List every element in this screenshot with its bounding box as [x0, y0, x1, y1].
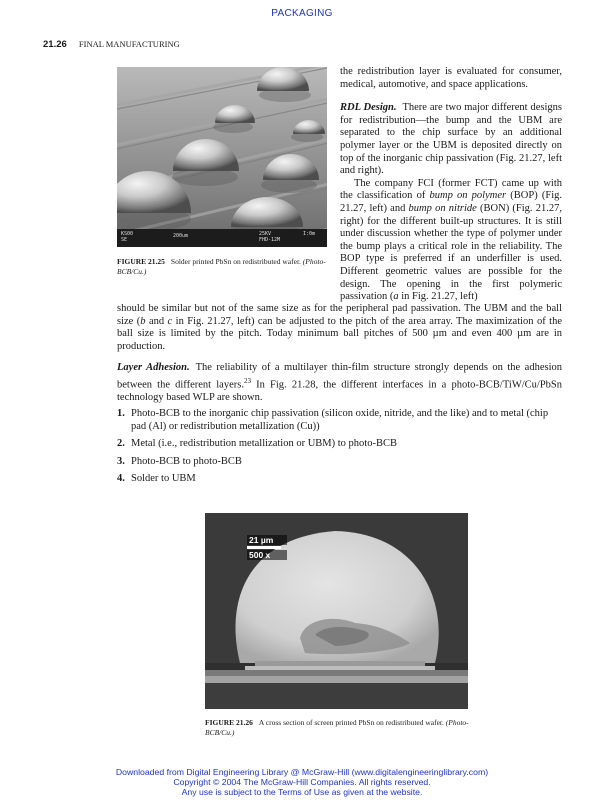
list-item — [117, 473, 562, 486]
list-item — [117, 456, 562, 469]
fci-text-b: (BOP) (Fig. 21.27, left) and — [340, 190, 562, 214]
layer-adhesion-heading: Layer Adhesion. — [117, 362, 190, 373]
footer-download-link[interactable]: Downloaded from Digital Engineering Library @ McGraw-Hill (www.digitalengineeringlibrary.com) — [115, 767, 489, 777]
running-head — [43, 39, 180, 50]
list-number: 2. — [117, 438, 125, 450]
layer-adhesion-text-b: In Fig. 21.28, the different interfaces in a photo-BCB/TiW/Cu/PbSn technology based WLP are shown. — [117, 379, 562, 403]
list-item — [117, 408, 562, 433]
footer-terms-link[interactable]: Any use is subject to the Terms of Use as given at the website. — [181, 787, 423, 797]
section-header: PACKAGING — [271, 8, 333, 19]
figure-21-25-credit: (Photo-BCB/Cu.) — [117, 257, 326, 276]
chapter-title: FINAL MANUFACTURING — [78, 39, 180, 49]
paragraph-fci-classification — [340, 178, 562, 304]
list-text: Metal (i.e., redistribution metallization or UBM) to photo-BCB — [131, 438, 397, 450]
cross-section-image — [205, 513, 468, 709]
interfaces-list — [117, 408, 562, 491]
sem-databar-scale: 200um — [173, 233, 189, 239]
paragraph-continuation — [117, 303, 562, 353]
var-c: c — [167, 315, 173, 327]
sem-databar-kv: 25KV — [259, 231, 272, 237]
sem-solder-bumps-image — [117, 67, 327, 247]
paragraph-applications: the redistribution layer is evaluated for consumer, medical, automotive, and space applications. — [340, 66, 562, 90]
term-bump-on-nitride: bump on nitride — [408, 202, 477, 214]
footer — [0, 767, 604, 797]
list-number: 3. — [117, 455, 125, 467]
list-text: Photo-BCB to photo-BCB — [131, 455, 242, 467]
reference-superscript: 23 — [243, 376, 251, 385]
fci-text-c: (BON) (Fig. 21.27, right) for the different built-up structures. It is still under discussion whether the type of polymer under the bump plays a critical role in the reliability. The BOP type is preferred if an underfiller is used. Different geometric values are possible for the design. The opening in the first polymeric passivation ( — [340, 202, 562, 303]
continuation-text-a: should be similar but not of the same size as for the peripheral pad passivation. The UBM and the ball size ( — [117, 303, 562, 327]
figure-21-25-caption-text: Solder printed PbSn on redistributed wafer. — [170, 257, 301, 266]
layer-adhesion-text-a: The reliability of a multilayer thin-film structure strongly depends on the adhesion between the different layers. — [117, 362, 562, 391]
var-a: a — [393, 291, 399, 303]
figure-21-25-caption — [117, 257, 329, 276]
paragraph-layer-adhesion — [117, 362, 562, 404]
page-number: 21.26 — [43, 39, 67, 50]
list-text: Photo-BCB to the inorganic chip passivation (silicon oxide, nitride, and the like) and to metal (chip pad (Al) or redistribution metallization (Cu)) — [131, 408, 549, 432]
figure-21-25-photo — [117, 67, 327, 247]
rdl-design-text: There are two major different designs for redistribution—the bump and the UBM are separated to the chip surface by an additional polymer layer or the UBM is deposited directly on top of the inorganic chip passivation (Fig. 21.27, left and right). — [340, 102, 562, 177]
paragraph-rdl-design — [340, 102, 562, 178]
figure-21-26-caption — [205, 718, 475, 737]
rdl-design-heading: RDL Design. — [340, 102, 397, 114]
sem-databar-wd: I:0m — [303, 231, 316, 237]
scale-bar — [247, 546, 281, 549]
magnification: 500 x — [247, 550, 287, 560]
fci-text-a: The company FCI (former FCT) came up with the classification of — [340, 177, 562, 202]
figure-21-26-credit: (Photo-BCB/Cu.) — [205, 718, 469, 737]
scale-value: 21 µm — [247, 535, 287, 545]
figure-21-25-label: FIGURE 21.25 — [117, 257, 165, 266]
fci-text-d: in Fig. 21.27, left) — [398, 291, 478, 303]
list-number: 1. — [117, 408, 125, 419]
right-column — [340, 66, 562, 304]
continuation-text-b: and — [145, 315, 168, 327]
figure-21-26-photo — [205, 513, 468, 709]
list-number: 4. — [117, 473, 125, 485]
sem-databar-right — [259, 231, 280, 243]
figure-21-26-caption-text: A cross section of screen printed PbSn on redistributed wafer. — [258, 718, 444, 727]
sem-databar-left: KS00 SE — [121, 231, 134, 243]
scale-annotation — [247, 535, 287, 560]
var-b: b — [140, 315, 146, 327]
footer-copyright: Copyright © 2004 The McGraw-Hill Companies. All rights reserved. — [173, 777, 431, 787]
list-item — [117, 438, 562, 451]
figure-21-26-label: FIGURE 21.26 — [205, 718, 253, 727]
list-text: Solder to UBM — [131, 473, 196, 485]
term-bump-on-polymer: bump on polymer — [429, 190, 507, 202]
sem-databar-id: FHD-12M — [259, 237, 281, 243]
continuation-text-c: in Fig. 21.27, left) can be adjusted to the pitch of the area array. The maximization of the ball size is limited by the pitch. Today minimum ball pitches of 500 µm and even 400 µm are in production. — [117, 315, 562, 352]
